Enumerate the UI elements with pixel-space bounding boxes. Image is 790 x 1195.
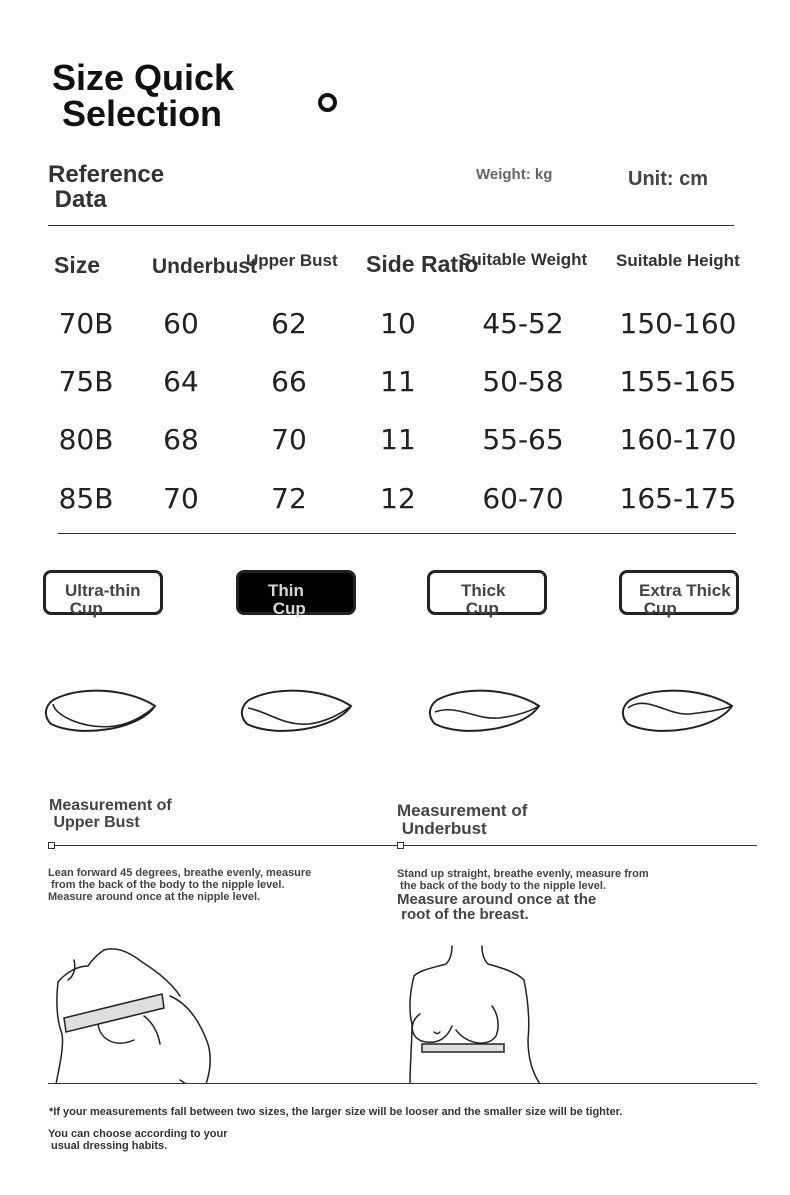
cup-option-label: Thick Cup (461, 581, 506, 618)
size-cell: 70B (58, 307, 114, 340)
cup-option-thick[interactable] (427, 570, 547, 618)
upper-bust-cell: 66 (271, 365, 307, 398)
cup-option-label: Extra Thick Cup (639, 581, 731, 618)
cup-option-thin[interactable] (236, 570, 356, 618)
extra-thick-cup-illustration (620, 686, 736, 736)
column-header-underbust: Underbust (152, 255, 257, 278)
divider-marker (397, 842, 404, 849)
upper-bust-measurement-instructions: Lean forward 45 degrees, breathe evenly, measure from the back of the body to the nipple level. Measure around once at the nipple level. (48, 867, 312, 903)
divider-marker (48, 842, 55, 849)
column-header-side-ratio: Side Ratio (366, 251, 479, 277)
column-header-upper-bust: Upper Bust (246, 251, 338, 270)
size-cell: 75B (58, 365, 114, 398)
suitable-weight-cell: 60-70 (482, 482, 564, 515)
suitable-height-cell: 160-170 (619, 423, 737, 456)
suitable-weight-cell: 50-58 (482, 365, 564, 398)
size-cell: 80B (58, 423, 114, 456)
cup-option-label: Thin Cup (268, 581, 306, 618)
upper-bust-cell: 62 (271, 307, 307, 340)
underbust-cell: 70 (163, 482, 199, 515)
column-header-size: Size (54, 252, 101, 278)
dressing-habits-note: You can choose according to your usual dressing habits. (48, 1128, 228, 1152)
underbust-figure-illustration (398, 940, 558, 1084)
column-header-suitable-height: Suitable Height (616, 251, 740, 270)
suitable-weight-cell: 55-65 (482, 423, 564, 456)
side-ratio-cell: 12 (380, 482, 416, 515)
upper-bust-measurement-title: Measurement of Upper Bust (49, 797, 172, 831)
column-header-suitable-weight: Suitable Weight (460, 250, 588, 269)
suitable-height-cell: 155-165 (619, 365, 737, 398)
underbust-cell: 60 (163, 307, 199, 340)
measurement-divider (51, 845, 757, 846)
size-cell: 85B (58, 482, 114, 515)
side-ratio-cell: 10 (380, 307, 416, 340)
page-title: Size Quick Selection (52, 57, 235, 134)
underbust-measurement-title: Measurement of Underbust (397, 801, 528, 838)
side-ratio-cell: 11 (380, 423, 416, 456)
upper-bust-cell: 70 (271, 423, 307, 456)
ultra-thin-cup-illustration (43, 686, 159, 736)
footer-divider (48, 1083, 757, 1084)
suitable-weight-cell: 45-52 (482, 307, 564, 340)
underbust-measurement-emphasis: Measure around once at the root of the breast. (397, 891, 597, 923)
ring-icon (318, 93, 337, 112)
table-bottom-divider (58, 533, 736, 534)
underbust-measurement-instructions: Stand up straight, breathe evenly, measure from the back of the body to the nipple level. (397, 868, 649, 892)
length-unit-label: Unit: cm (628, 168, 708, 190)
thin-cup-illustration (239, 686, 355, 736)
cup-option-label: Ultra-thin Cup (65, 581, 141, 618)
underbust-cell: 68 (163, 423, 199, 456)
weight-unit-label: Weight: kg (476, 166, 553, 183)
suitable-height-cell: 150-160 (619, 307, 737, 340)
thick-cup-illustration (427, 686, 543, 736)
suitable-height-cell: 165-175 (619, 482, 737, 515)
upper-bust-figure-illustration (48, 940, 228, 1084)
table-top-divider (48, 225, 734, 226)
underbust-cell: 64 (163, 365, 199, 398)
reference-data-title: Reference Data (48, 161, 165, 213)
size-between-note: *If your measurements fall between two sizes, the larger size will be looser and the smaller size will be tighter. (49, 1106, 623, 1118)
cup-option-extra-thick[interactable] (619, 570, 739, 618)
upper-bust-cell: 72 (271, 482, 307, 515)
side-ratio-cell: 11 (380, 365, 416, 398)
cup-option-ultra-thin[interactable] (43, 570, 163, 618)
